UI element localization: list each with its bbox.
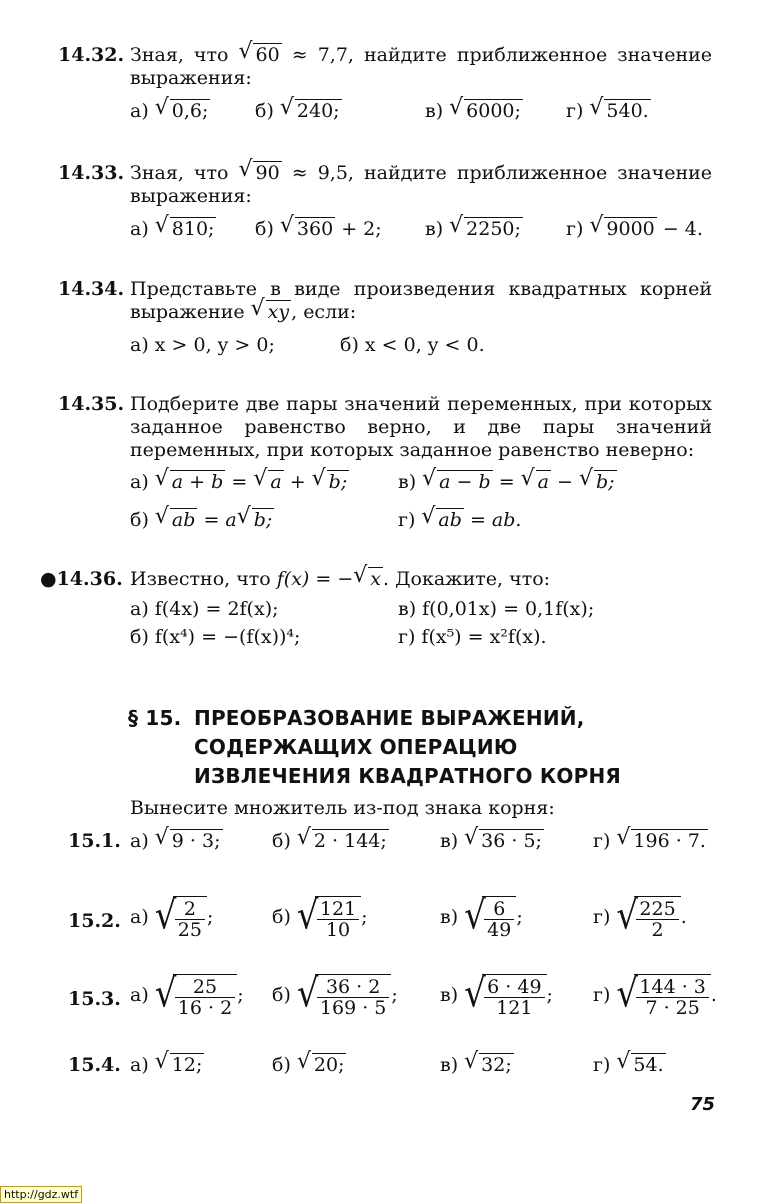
- problem-text: Представьте в виде произведения квадратных корней выражение √ xy , если:: [130, 278, 712, 323]
- problem-text: Подберите две пары значений переменных, при которых заданное равенство верно, и две пары значений переменных, при которых заданное равенство неверно:: [130, 393, 712, 461]
- problem-number: 14.33.: [58, 162, 125, 184]
- section-heading: § 15. ПРЕОБРАЗОВАНИЕ ВЫРАЖЕНИЙ, СОДЕРЖАЩИХ ОПЕРАЦИЮ ИЗВЛЕЧЕНИЯ КВАДРАТНОГО КОРНЯ: [128, 706, 621, 788]
- answer-row: а) √ a + b = √ a + √ b; в) √ a − b = √ a − √ b;: [130, 466, 615, 493]
- problem-number: 14.34.: [58, 278, 125, 300]
- problem-text: Известно, что f(x) = − √ x . Докажите, что:: [130, 563, 551, 590]
- problem-15-3: 15.3. а) √ $\frac{25}{16 \cdot 2}$ ; б) √ $\frac{36 \cdot 2}{169 \cdot 5}$ ; в) √ $\frac{6 \cdot 49}{121}$ ; г) √ $\frac{144 \cdot 3}{7 \cdot 25}$ .: [68, 971, 717, 1019]
- problem-15-1: 15.1. а) √ 9 · 3; б) √ 2 · 144; в) √ 36 · 5; г) √ 196 · 7.: [68, 825, 706, 852]
- answer-row: б) √ ab = a √ b; г) √ ab = ab.: [130, 504, 522, 531]
- problem-number: ●14.36.: [40, 568, 123, 590]
- problem-15-4: 15.4. а) √ 12; б) √ 20; в) √ 32; г) √ 54.: [68, 1049, 664, 1076]
- problem-number: 14.32.: [58, 44, 125, 66]
- answer-row: а) √ 0,6; б) √ 240; в) √ 6000; г) √ 540.: [130, 95, 649, 122]
- watermark-link[interactable]: http://gdz.wtf: [0, 1186, 82, 1203]
- problem-text: Зная, что √ 60 ≈ 7,7, найдите приближенное значение выражения:: [130, 39, 713, 89]
- answer-row: а) x > 0, y > 0; б) x < 0, y < 0.: [130, 334, 485, 356]
- page-number: 75: [690, 1094, 716, 1115]
- answer-row: б) f(x⁴) = −(f(x))⁴; г) f(x⁵) = x²f(x).: [130, 626, 547, 648]
- problem-text: Зная, что √ 90 ≈ 9,5, найдите приближенное значение выражения:: [130, 157, 713, 207]
- answer-row: а) √ 810; б) √ 360 + 2; в) √ 2250; г) √ 9000 − 4.: [130, 213, 703, 240]
- answer-row: а) f(4x) = 2f(x); в) f(0,01x) = 0,1f(x);: [130, 598, 595, 620]
- problem-number: 14.35.: [58, 393, 125, 415]
- problem-15-2: 15.2. а) √ $\frac{2}{25}$ ; б) √ $\frac{121}{10}$ ; в) √ $\frac{6}{49}$ ; г) √ $\frac{225}{2}$ .: [68, 893, 687, 941]
